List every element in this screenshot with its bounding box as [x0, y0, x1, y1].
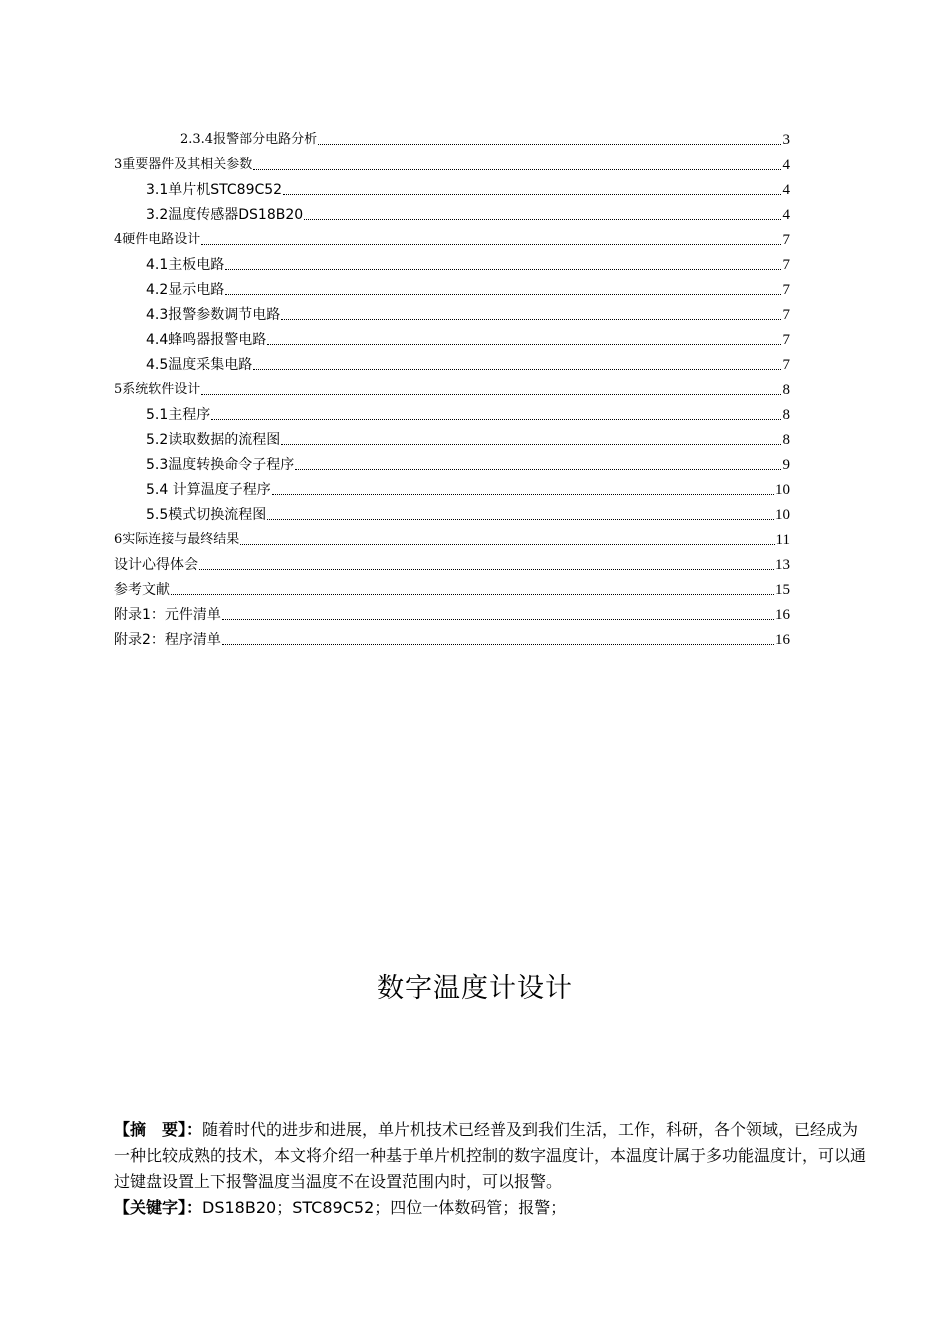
toc-entry[interactable] — [114, 499, 790, 524]
toc-dot-leader — [225, 293, 781, 295]
toc-entry[interactable] — [114, 399, 790, 424]
toc-dot-leader — [199, 568, 774, 570]
toc-entry[interactable] — [114, 299, 790, 324]
toc-dot-leader — [267, 343, 781, 345]
toc-entry[interactable] — [114, 599, 790, 624]
toc-entry[interactable] — [114, 424, 790, 449]
abstract-label: 【摘 要】： — [114, 1120, 203, 1139]
toc-entry[interactable] — [114, 574, 790, 599]
toc-entry-title: 3.2温度传感器DS18B20 — [146, 207, 304, 223]
keywords-text: DS18B20；STC89C52；四位一体数码管；报警； — [202, 1198, 567, 1217]
toc-entry-title: 4.5温度采集电路 — [146, 357, 253, 373]
keywords-label: 【关键字】： — [114, 1198, 203, 1217]
toc-entry-title: 2.3.4报警部分电路分析 — [180, 132, 318, 147]
toc-page-number: 10 — [775, 507, 790, 523]
toc-entry[interactable] — [114, 349, 790, 374]
toc-entry-title: 参考文献 — [114, 582, 170, 598]
toc-dot-leader — [281, 443, 781, 445]
toc-entry-title: 4.3报警参数调节电路 — [146, 307, 281, 323]
toc-page-number: 9 — [782, 457, 790, 473]
toc-dot-leader — [171, 593, 774, 595]
toc-entry[interactable] — [114, 174, 790, 199]
toc-dot-leader — [211, 418, 781, 420]
toc-entry-title: 4.2显示电路 — [146, 282, 225, 298]
toc-page-number: 4 — [782, 182, 790, 198]
toc-page-number: 7 — [782, 282, 790, 298]
toc-dot-leader — [240, 543, 774, 545]
toc-entry[interactable] — [114, 549, 790, 574]
abstract-text: 随着时代的进步和进展，单片机技术已经普及到我们生活，工作，科研，各个领域，已经成为一种比较成熟的技术，本文将介绍一种基于单片机控制的数字温度计，本温度计属于多功能温度计，可以通过键盘设置上下报警温度当温度不在设置范围内时，可以报警。 — [114, 1120, 867, 1191]
toc-dot-leader — [253, 368, 781, 370]
toc-entry[interactable] — [114, 324, 790, 349]
toc-page-number: 7 — [782, 357, 790, 373]
toc-entry-title: 附录2：程序清单 — [114, 632, 221, 648]
toc-entry-title: 3.1单片机STC89C52 — [146, 182, 283, 198]
toc-dot-leader — [281, 318, 781, 320]
toc-entry-title: 5.5模式切换流程图 — [146, 507, 267, 523]
toc-page-number: 16 — [775, 632, 790, 648]
toc-dot-leader — [253, 168, 781, 170]
toc-dot-leader — [201, 393, 781, 395]
keywords-paragraph — [114, 1195, 874, 1221]
toc-entry[interactable] — [114, 624, 790, 649]
toc-entry-title: 4.1主板电路 — [146, 257, 225, 273]
toc-page-number: 7 — [782, 332, 790, 348]
toc-dot-leader — [201, 243, 781, 245]
toc-entry-title: 4.4蜂鸣器报警电路 — [146, 332, 267, 348]
toc-entry[interactable] — [114, 449, 790, 474]
document-title: 数字温度计设计 — [377, 973, 573, 1004]
toc-dot-leader — [304, 218, 781, 220]
toc-dot-leader — [267, 518, 774, 520]
toc-page-number: 8 — [782, 432, 790, 448]
toc-entry[interactable] — [114, 524, 790, 549]
toc-page-number: 7 — [782, 232, 790, 248]
toc-page-number: 8 — [782, 407, 790, 423]
abstract-paragraph — [114, 1117, 874, 1195]
toc-dot-leader — [222, 643, 774, 645]
toc-entry-title: 4硬件电路设计 — [114, 232, 201, 247]
toc-entry-title: 5.2读取数据的流程图 — [146, 432, 281, 448]
table-of-contents — [114, 124, 790, 649]
toc-entry-title: 设计心得体会 — [114, 557, 198, 573]
toc-entry-title: 3重要器件及其相关参数 — [114, 157, 253, 172]
toc-entry-title: 5.3温度转换命令子程序 — [146, 457, 295, 473]
toc-entry-title: 5.4 计算温度子程序 — [146, 482, 271, 498]
toc-page-number: 4 — [782, 207, 790, 223]
toc-dot-leader — [283, 193, 781, 195]
toc-entry[interactable] — [114, 199, 790, 224]
toc-entry-title: 5系统软件设计 — [114, 382, 201, 397]
toc-page-number: 8 — [782, 382, 790, 398]
toc-entry[interactable] — [114, 124, 790, 149]
toc-entry-title: 6实际连接与最终结果 — [114, 532, 240, 547]
toc-page-number: 16 — [775, 607, 790, 623]
toc-entry[interactable] — [114, 224, 790, 249]
toc-page-number: 11 — [775, 532, 790, 548]
toc-dot-leader — [222, 618, 774, 620]
toc-page-number: 3 — [782, 132, 790, 148]
toc-page-number: 15 — [775, 582, 790, 598]
toc-dot-leader — [295, 468, 781, 470]
toc-dot-leader — [272, 493, 774, 495]
toc-entry[interactable] — [114, 474, 790, 499]
toc-page-number: 7 — [782, 307, 790, 323]
toc-page-number: 7 — [782, 257, 790, 273]
toc-entry[interactable] — [114, 149, 790, 174]
toc-page-number: 10 — [775, 482, 790, 498]
toc-dot-leader — [318, 143, 781, 145]
toc-entry-title: 附录1：元件清单 — [114, 607, 221, 623]
abstract-section — [114, 1117, 874, 1221]
toc-entry[interactable] — [114, 374, 790, 399]
toc-page-number: 4 — [782, 157, 790, 173]
toc-entry-title: 5.1主程序 — [146, 407, 211, 423]
toc-dot-leader — [225, 268, 781, 270]
toc-entry[interactable] — [114, 249, 790, 274]
toc-entry[interactable] — [114, 274, 790, 299]
toc-page-number: 13 — [775, 557, 790, 573]
